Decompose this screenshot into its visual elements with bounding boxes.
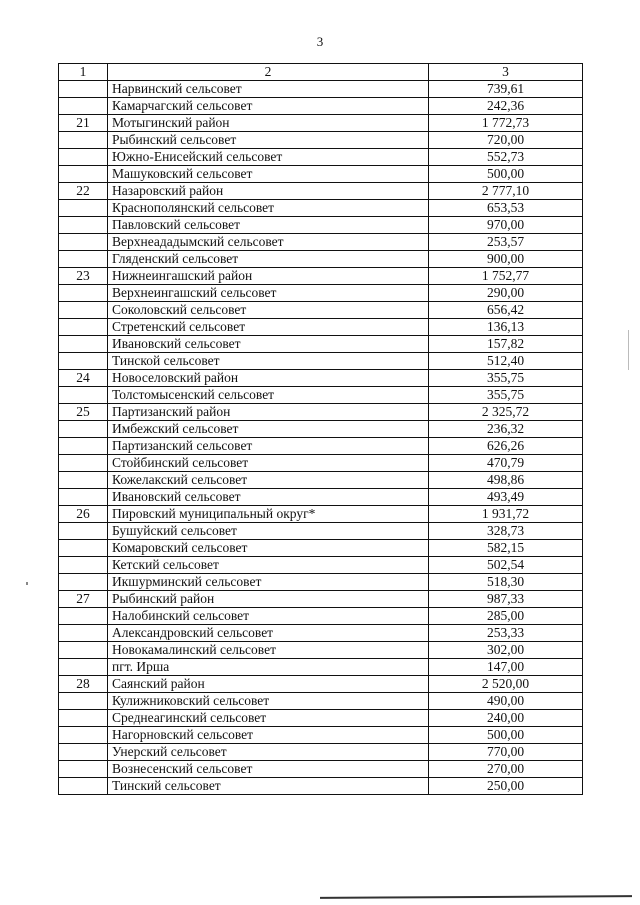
scan-artifact-line (320, 895, 632, 899)
row-name: Александровский сельсовет (108, 625, 429, 642)
row-value: 157,82 (429, 336, 583, 353)
row-value: 653,53 (429, 200, 583, 217)
row-name: Гляденский сельсовет (108, 251, 429, 268)
table-row (59, 183, 583, 200)
table-row (59, 234, 583, 251)
row-value: 739,61 (429, 81, 583, 98)
row-name: Унерский сельсовет (108, 744, 429, 761)
row-number (59, 166, 108, 183)
table-row (59, 98, 583, 115)
row-name: Краснополянский сельсовет (108, 200, 429, 217)
row-number (59, 81, 108, 98)
row-value: 2 777,10 (429, 183, 583, 200)
table-row (59, 149, 583, 166)
row-name: Среднеагинский сельсовет (108, 710, 429, 727)
row-value: 302,00 (429, 642, 583, 659)
row-number (59, 438, 108, 455)
row-name: пгт. Ирша (108, 659, 429, 676)
table-row (59, 438, 583, 455)
row-name: Рыбинский сельсовет (108, 132, 429, 149)
row-value: 770,00 (429, 744, 583, 761)
row-name: Бушуйский сельсовет (108, 523, 429, 540)
row-number (59, 200, 108, 217)
row-name: Стойбинский сельсовет (108, 455, 429, 472)
row-number (59, 574, 108, 591)
row-value: 253,57 (429, 234, 583, 251)
table-row (59, 761, 583, 778)
table-row (59, 421, 583, 438)
table-row (59, 625, 583, 642)
row-value: 250,00 (429, 778, 583, 795)
row-name: Пировский муниципальный округ* (108, 506, 429, 523)
row-value: 136,13 (429, 319, 583, 336)
table-row (59, 557, 583, 574)
row-name: Верхнеингашский сельсовет (108, 285, 429, 302)
row-value: 355,75 (429, 370, 583, 387)
row-number (59, 455, 108, 472)
row-value: 355,75 (429, 387, 583, 404)
row-name: Тинский сельсовет (108, 778, 429, 795)
row-value: 285,00 (429, 608, 583, 625)
row-name: Нарвинский сельсовет (108, 81, 429, 98)
row-name: Ивановский сельсовет (108, 489, 429, 506)
table-row (59, 693, 583, 710)
table-row (59, 744, 583, 761)
scan-artifact-edge (628, 330, 629, 370)
row-value: 498,86 (429, 472, 583, 489)
row-value: 2 520,00 (429, 676, 583, 693)
row-name: Назаровский район (108, 183, 429, 200)
row-value: 720,00 (429, 132, 583, 149)
table-row (59, 574, 583, 591)
row-value: 512,40 (429, 353, 583, 370)
row-number (59, 387, 108, 404)
table-row (59, 676, 583, 693)
table-row (59, 353, 583, 370)
table-row (59, 336, 583, 353)
table-row (59, 591, 583, 608)
row-value: 500,00 (429, 727, 583, 744)
row-number (59, 744, 108, 761)
row-value: 1 752,77 (429, 268, 583, 285)
row-value: 552,73 (429, 149, 583, 166)
row-value: 500,00 (429, 166, 583, 183)
row-name: Ивановский сельсовет (108, 336, 429, 353)
row-value: 290,00 (429, 285, 583, 302)
row-number: 28 (59, 676, 108, 693)
row-value: 470,79 (429, 455, 583, 472)
row-value: 2 325,72 (429, 404, 583, 421)
header-col3: 3 (429, 64, 583, 81)
table-row (59, 217, 583, 234)
table-row (59, 608, 583, 625)
row-number (59, 336, 108, 353)
row-number (59, 234, 108, 251)
table-row (59, 540, 583, 557)
table-row (59, 268, 583, 285)
row-name: Саянский район (108, 676, 429, 693)
row-value: 328,73 (429, 523, 583, 540)
row-name: Партизанский район (108, 404, 429, 421)
header-row (59, 64, 583, 81)
row-number: 27 (59, 591, 108, 608)
table-row (59, 302, 583, 319)
row-number (59, 319, 108, 336)
row-number (59, 642, 108, 659)
row-name: Стретенский сельсовет (108, 319, 429, 336)
row-number (59, 421, 108, 438)
row-value: 242,36 (429, 98, 583, 115)
table-row (59, 132, 583, 149)
row-number (59, 353, 108, 370)
row-name: Мотыгинский район (108, 115, 429, 132)
row-number (59, 778, 108, 795)
scan-artifact-mark (26, 582, 28, 585)
row-name: Новокамалинский сельсовет (108, 642, 429, 659)
row-value: 970,00 (429, 217, 583, 234)
row-number (59, 98, 108, 115)
row-value: 270,00 (429, 761, 583, 778)
row-name: Комаровский сельсовет (108, 540, 429, 557)
row-name: Налобинский сельсовет (108, 608, 429, 625)
row-value: 253,33 (429, 625, 583, 642)
row-number (59, 149, 108, 166)
row-value: 582,15 (429, 540, 583, 557)
table-row (59, 370, 583, 387)
row-number (59, 285, 108, 302)
table-row (59, 200, 583, 217)
row-value: 900,00 (429, 251, 583, 268)
table-row (59, 404, 583, 421)
table-row (59, 115, 583, 132)
table-row (59, 506, 583, 523)
row-name: Нижнеингашский район (108, 268, 429, 285)
row-name: Тинской сельсовет (108, 353, 429, 370)
table-row (59, 472, 583, 489)
row-value: 240,00 (429, 710, 583, 727)
row-name: Икшурминский сельсовет (108, 574, 429, 591)
row-value: 493,49 (429, 489, 583, 506)
row-name: Имбежский сельсовет (108, 421, 429, 438)
row-number (59, 489, 108, 506)
table-row (59, 455, 583, 472)
row-name: Нагорновский сельсовет (108, 727, 429, 744)
row-value: 1 931,72 (429, 506, 583, 523)
row-number (59, 727, 108, 744)
row-number: 24 (59, 370, 108, 387)
row-name: Партизанский сельсовет (108, 438, 429, 455)
table-body (59, 64, 583, 795)
row-value: 1 772,73 (429, 115, 583, 132)
row-number (59, 217, 108, 234)
row-name: Верхнеададымский сельсовет (108, 234, 429, 251)
header-col1: 1 (59, 64, 108, 81)
row-name: Вознесенский сельсовет (108, 761, 429, 778)
table-row (59, 166, 583, 183)
row-value: 490,00 (429, 693, 583, 710)
row-number (59, 523, 108, 540)
row-number (59, 625, 108, 642)
row-value: 147,00 (429, 659, 583, 676)
row-name: Рыбинский район (108, 591, 429, 608)
table-row (59, 285, 583, 302)
row-name: Машуковский сельсовет (108, 166, 429, 183)
row-number (59, 693, 108, 710)
row-number (59, 540, 108, 557)
row-number (59, 251, 108, 268)
row-number (59, 761, 108, 778)
row-number: 23 (59, 268, 108, 285)
row-number: 22 (59, 183, 108, 200)
row-name: Южно-Енисейский сельсовет (108, 149, 429, 166)
table-row (59, 387, 583, 404)
page-number: 3 (316, 34, 324, 49)
row-number (59, 557, 108, 574)
row-name: Толстомысенский сельсовет (108, 387, 429, 404)
row-number (59, 710, 108, 727)
row-name: Кулижниковский сельсовет (108, 693, 429, 710)
table-row (59, 710, 583, 727)
table-row (59, 251, 583, 268)
row-number: 25 (59, 404, 108, 421)
row-value: 987,33 (429, 591, 583, 608)
table-row (59, 489, 583, 506)
row-number (59, 659, 108, 676)
table-row (59, 523, 583, 540)
header-col2: 2 (108, 64, 429, 81)
row-number (59, 132, 108, 149)
row-value: 626,26 (429, 438, 583, 455)
table-row (59, 319, 583, 336)
row-number: 26 (59, 506, 108, 523)
row-name: Павловский сельсовет (108, 217, 429, 234)
row-name: Новоселовский район (108, 370, 429, 387)
table-row (59, 659, 583, 676)
row-number (59, 302, 108, 319)
row-value: 236,32 (429, 421, 583, 438)
row-name: Кетский сельсовет (108, 557, 429, 574)
row-name: Камарчагский сельсовет (108, 98, 429, 115)
row-name: Кожелакский сельсовет (108, 472, 429, 489)
table-row (59, 81, 583, 98)
row-value: 656,42 (429, 302, 583, 319)
row-value: 502,54 (429, 557, 583, 574)
row-number (59, 472, 108, 489)
table-row (59, 727, 583, 744)
table-row (59, 642, 583, 659)
row-value: 518,30 (429, 574, 583, 591)
row-number: 21 (59, 115, 108, 132)
row-number (59, 608, 108, 625)
table-row (59, 778, 583, 795)
row-name: Соколовский сельсовет (108, 302, 429, 319)
data-table (58, 63, 583, 795)
